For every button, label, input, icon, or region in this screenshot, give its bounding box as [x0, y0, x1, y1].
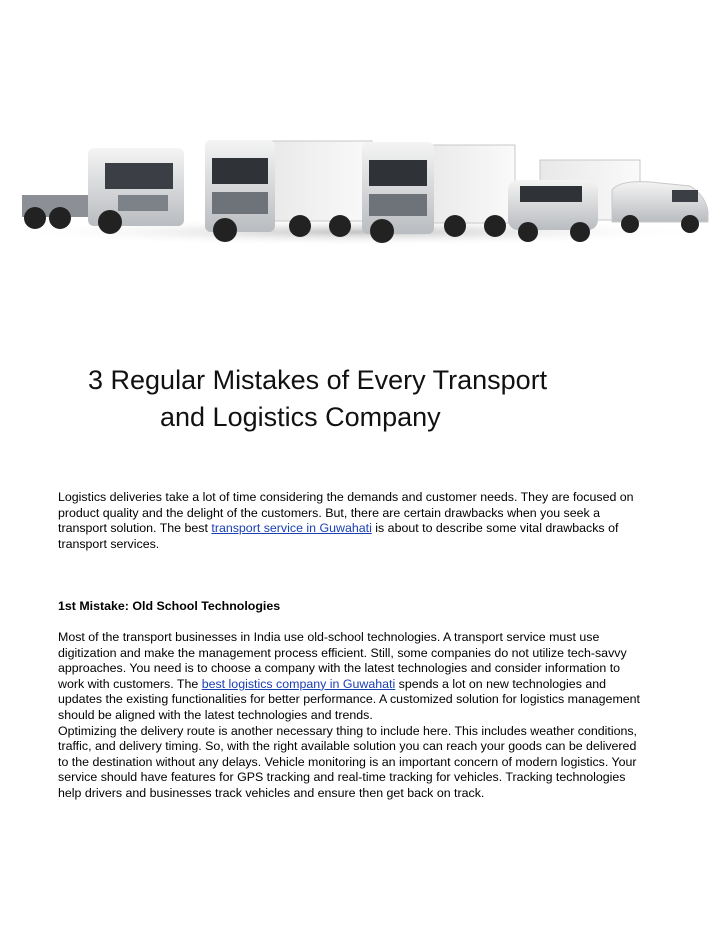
logistics-company-link[interactable]: best logistics company in Guwahati: [201, 676, 396, 691]
section-text-start: Most of the transport businesses in India use old-school technologies. A transport service must use digitization and make the management process efficient. Still, some companies do not utilize tech-savvy approaches. You need is to choose a company with the latest technologies and consider information to work with customers. The: [58, 630, 627, 691]
intro-text-end: is about to describe some vital drawbacks of transport services.: [58, 521, 619, 551]
section-paragraph-2: Optimizing the delivery route is another necessary thing to include here. This includes weather conditions, traffic, and delivery timing. So, with the right available solution you can reach your goods can be delivered to the destination without any delays. Vehicle monitoring is an important concern of modern logistics. Your service should have features for GPS tracking and real-time tracking for vehicles. Tracking technologies help drivers and businesses track vehicles and ensure then get back on track.: [58, 723, 638, 800]
section-body: [58, 630, 648, 802]
title-line-2: and Logistics Company: [160, 402, 441, 432]
title-line-1: 3 Regular Mistakes of Every Transport: [88, 365, 548, 395]
intro-paragraph: [58, 490, 648, 552]
intro-text-start: Logistics deliveries take a lot of time considering the demands and customer needs. They are focused on product quality and the delight of the customers. But, there are certain drawbacks when you seek a transport solution. The best: [58, 490, 634, 536]
transport-service-link[interactable]: transport service in Guwahati: [211, 521, 372, 536]
hero-image-fleet: [0, 0, 720, 300]
section-heading: 1st Mistake: Old School Technologies: [58, 599, 281, 613]
page-title: [0, 362, 720, 436]
section-text-end: spends a lot on new technologies and updates the existing functionalities for better performance. A customized solution for logistics management should be aligned with the latest technologies and trends.: [58, 676, 640, 722]
truck-1: [22, 148, 184, 234]
section-paragraph-1: [58, 630, 648, 724]
